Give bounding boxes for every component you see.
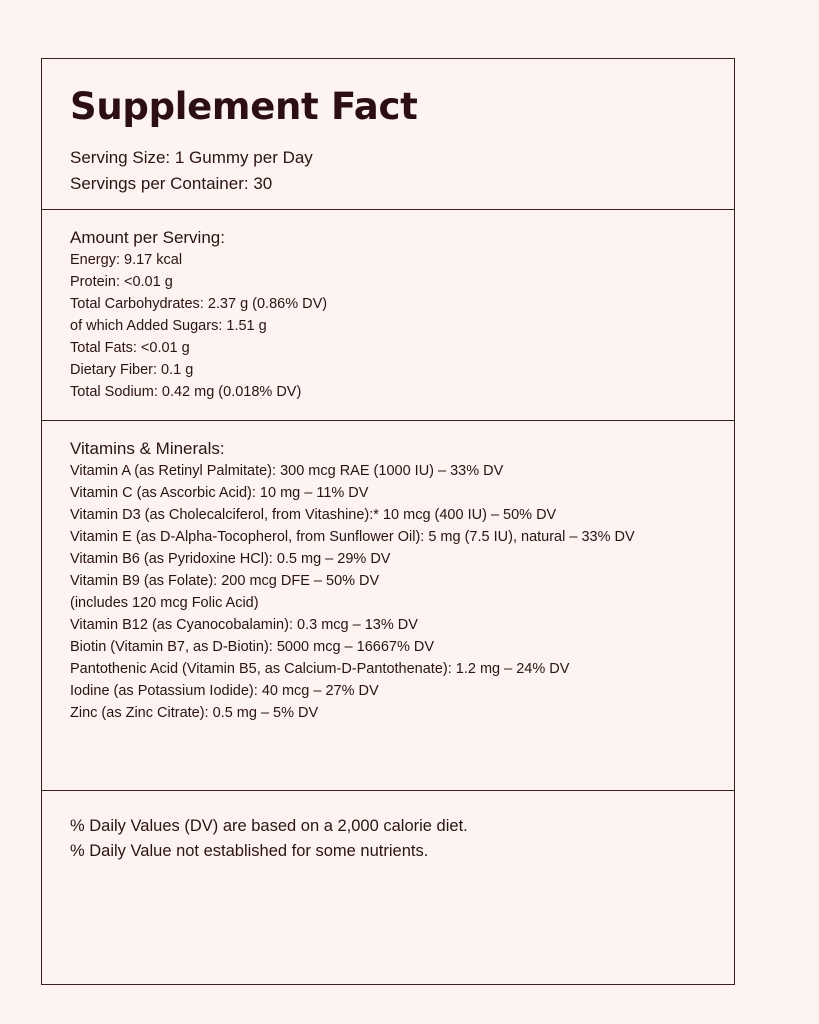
footnote-section <box>42 790 734 984</box>
vitamins-heading: Vitamins & Minerals: <box>70 439 225 458</box>
serving-info <box>70 145 313 197</box>
vitamin-line: Iodine (as Potassium Iodide): 40 mcg – 27% DV <box>70 683 379 699</box>
header-section <box>42 59 734 209</box>
vitamin-line: Vitamin C (as Ascorbic Acid): 10 mg – 11% DV <box>70 485 369 501</box>
servings-per-container: Servings per Container: 30 <box>70 174 273 193</box>
footnote-line: % Daily Value not established for some nutrients. <box>70 842 429 860</box>
nutrient-line: Total Carbohydrates: 2.37 g (0.86% DV) <box>70 296 328 312</box>
nutrient-line: Total Fats: <0.01 g <box>70 340 190 356</box>
nutrient-line: Protein: <0.01 g <box>70 274 173 290</box>
vitamin-line: Zinc (as Zinc Citrate): 0.5 mg – 5% DV <box>70 705 319 721</box>
amount-per-serving-section <box>42 209 734 420</box>
nutrient-line: Total Sodium: 0.42 mg (0.018% DV) <box>70 384 302 400</box>
vitamin-line: Vitamin B9 (as Folate): 200 mcg DFE – 50% DV <box>70 573 380 589</box>
footnote-line: % Daily Values (DV) are based on a 2,000 calorie diet. <box>70 817 468 835</box>
serving-size: Serving Size: 1 Gummy per Day <box>70 148 313 167</box>
vitamin-line: Vitamin B12 (as Cyanocobalamin): 0.3 mcg – 13% DV <box>70 617 418 633</box>
vitamin-line: Vitamin B6 (as Pyridoxine HCl): 0.5 mg – 29% DV <box>70 551 391 567</box>
supplement-facts-panel <box>41 58 735 985</box>
vitamin-line: Biotin (Vitamin B7, as D-Biotin): 5000 mcg – 16667% DV <box>70 639 435 655</box>
vitamin-line: Vitamin D3 (as Cholecalciferol, from Vitashine):* 10 mcg (400 IU) – 50% DV <box>70 507 557 523</box>
nutrient-line: Dietary Fiber: 0.1 g <box>70 362 194 378</box>
vitamin-line: Vitamin A (as Retinyl Palmitate): 300 mcg RAE (1000 IU) – 33% DV <box>70 463 504 479</box>
vitamin-line: (includes 120 mcg Folic Acid) <box>70 595 259 611</box>
page-title: Supplement Fact <box>70 85 418 128</box>
vitamins-minerals-section <box>42 420 734 790</box>
nutrient-line: Energy: 9.17 kcal <box>70 252 183 268</box>
vitamin-line: Vitamin E (as D-Alpha-Tocopherol, from Sunflower Oil): 5 mg (7.5 IU), natural – 33% DV <box>70 529 635 545</box>
nutrient-line: of which Added Sugars: 1.51 g <box>70 318 267 334</box>
vitamin-line: Pantothenic Acid (Vitamin B5, as Calcium-D-Pantothenate): 1.2 mg – 24% DV <box>70 661 570 677</box>
amount-heading: Amount per Serving: <box>70 228 225 247</box>
